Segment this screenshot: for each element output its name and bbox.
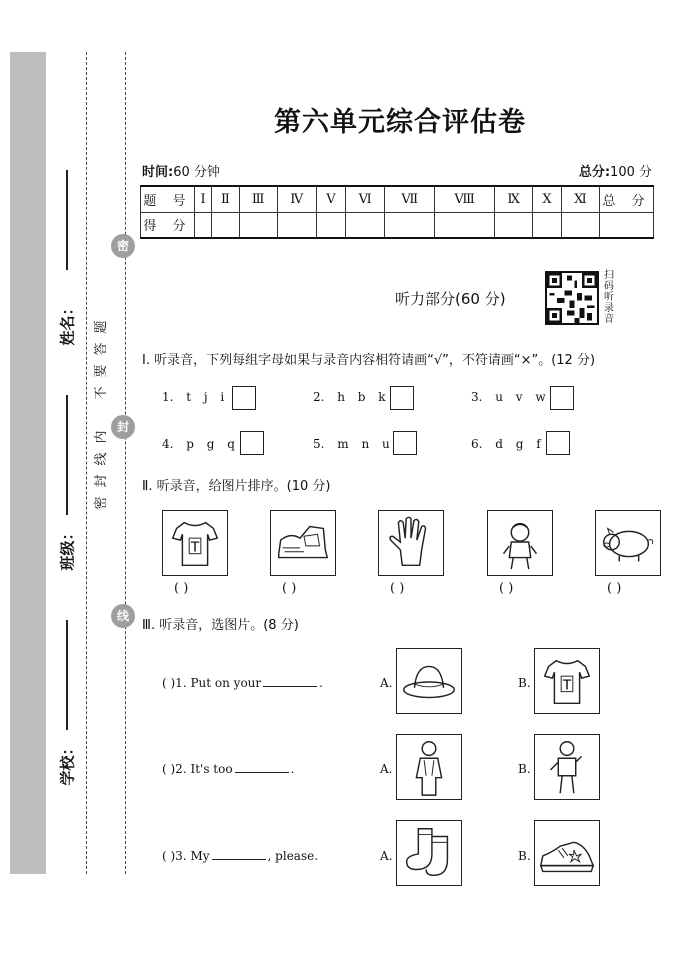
item-5-letters: 5. m n u	[313, 437, 390, 451]
question-3-3: ( )3. My , please.	[162, 849, 319, 863]
name-line	[66, 170, 68, 270]
warm-child-picture[interactable]	[396, 734, 462, 800]
boy-icon	[488, 511, 552, 575]
option-b-label: B.	[518, 849, 531, 863]
section-1-title: Ⅰ. 听录音，下列每组字母如果与录音内容相符请画“√”，不符请画“×”。(12 分)	[142, 353, 596, 368]
seal-warning: 题 答 要 不 内 线 封 密	[94, 320, 109, 510]
item-1-letters: 1. t j i	[162, 390, 225, 404]
question-3-1: ( )1. Put on your .	[162, 676, 323, 690]
score-table-score-row: 得 分	[141, 212, 654, 238]
option-a-label: A.	[380, 676, 393, 690]
shoe-icon	[271, 511, 335, 575]
answer-box-2[interactable]	[390, 386, 414, 410]
socks-picture[interactable]	[396, 820, 462, 886]
hat-icon	[397, 649, 461, 713]
answer-blank-1[interactable]	[263, 686, 317, 687]
question-3-2: ( )2. It's too .	[162, 762, 295, 776]
item-3-letters: 3. u v w	[471, 390, 546, 404]
qr-code-icon[interactable]	[545, 271, 599, 325]
option-b-label: B.	[518, 762, 531, 776]
seal-feng: 封	[111, 415, 135, 439]
sneaker-picture[interactable]	[534, 820, 600, 886]
sneaker-icon	[535, 821, 599, 885]
name-label: 姓名：	[58, 300, 77, 346]
item-6-letters: 6. d g f	[471, 437, 541, 451]
answer-box-4[interactable]	[240, 431, 264, 455]
hand-picture	[378, 510, 444, 576]
order-paren-1[interactable]: ( )	[174, 581, 189, 596]
t-shirt-icon	[163, 511, 227, 575]
answer-blank-2[interactable]	[235, 772, 289, 773]
total-info: 总分:100 分	[578, 165, 652, 180]
section-3-title: Ⅲ. 听录音，选图片。(8 分)	[142, 618, 299, 633]
t-shirt-picture	[162, 510, 228, 576]
hand-icon	[379, 511, 443, 575]
school-line	[66, 620, 68, 730]
page-title: 第六单元综合评估卷	[274, 107, 526, 138]
option-a-label: A.	[380, 762, 393, 776]
item-2-letters: 2. h b k	[313, 390, 386, 404]
boy-picture	[487, 510, 553, 576]
t-shirt-option-picture[interactable]	[534, 648, 600, 714]
class-line	[66, 395, 68, 515]
order-paren-3[interactable]: ( )	[390, 581, 405, 596]
person-icon	[397, 735, 461, 799]
binding-strip	[10, 52, 46, 874]
answer-box-3[interactable]	[550, 386, 574, 410]
order-paren-2[interactable]: ( )	[282, 581, 297, 596]
answer-box-1[interactable]	[232, 386, 256, 410]
socks-icon	[397, 821, 461, 885]
option-a-label: A.	[380, 849, 393, 863]
listening-heading: 听力部分(60 分)	[395, 290, 506, 308]
pig-picture	[595, 510, 661, 576]
item-4-letters: 4. p g q	[162, 437, 235, 451]
svg-text:T: T	[562, 677, 572, 694]
dashed-line-outer	[86, 52, 87, 874]
seal-xian: 线	[111, 604, 135, 628]
shoe-picture	[270, 510, 336, 576]
order-paren-4[interactable]: ( )	[499, 581, 514, 596]
child-picture[interactable]	[534, 734, 600, 800]
order-paren-5[interactable]: ( )	[607, 581, 622, 596]
section-2-title: Ⅱ. 听录音，给图片排序。(10 分)	[142, 479, 331, 494]
dashed-line-inner	[125, 52, 126, 874]
score-table-header-row: 题 号 Ⅰ Ⅱ Ⅲ Ⅳ Ⅴ Ⅵ Ⅶ Ⅷ Ⅸ Ⅹ Ⅺ 总 分	[141, 186, 654, 212]
svg-text:T: T	[190, 539, 200, 556]
answer-box-5[interactable]	[393, 431, 417, 455]
qr-caption: 扫 码 听 录 音	[604, 270, 614, 325]
t-shirt-icon	[535, 649, 599, 713]
answer-blank-3[interactable]	[212, 859, 266, 860]
time-info: 时间:60 分钟	[142, 165, 220, 180]
person-icon	[535, 735, 599, 799]
option-b-label: B.	[518, 676, 531, 690]
school-label: 学校：	[58, 740, 77, 786]
class-label: 班级：	[58, 525, 77, 571]
seal-mi: 密	[111, 234, 135, 258]
pig-icon	[596, 511, 660, 575]
hat-picture[interactable]	[396, 648, 462, 714]
score-table	[140, 185, 654, 239]
answer-box-6[interactable]	[546, 431, 570, 455]
